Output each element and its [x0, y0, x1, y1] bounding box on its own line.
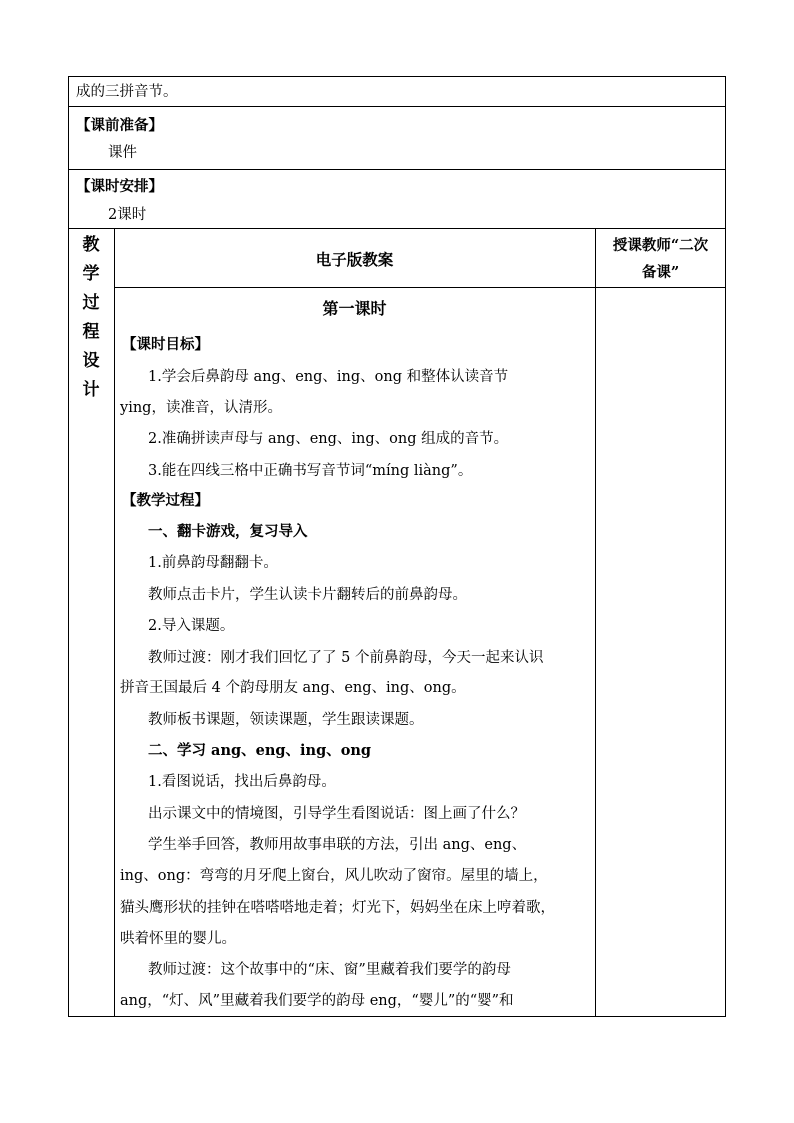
row-divider: [68, 169, 726, 170]
side-label-char: 计: [82, 380, 100, 400]
section-2-text-3-line1: 教师过渡：这个故事中的“床、窗”里藏着我们要学的韵母: [148, 962, 511, 978]
section-2-text-2-line2: ing、ong：弯弯的月牙爬上窗台，风儿吹动了窗帘。屋里的墙上，: [120, 868, 548, 884]
column-divider: [595, 228, 596, 1017]
row-divider: [68, 106, 726, 107]
section-2-text-3-line2: ang，“灯、风”里藏着我们要学的韵母 eng，“婴儿”的“婴”和: [120, 993, 514, 1009]
goal-1-line2: ying，读准音，认清形。: [120, 400, 282, 416]
goal-2: 2.准确拼读声母与 ang、eng、ing、ong 组成的音节。: [148, 431, 509, 447]
section-1-text-2-line1: 教师过渡：刚才我们回忆了了 5 个前鼻韵母，今天一起来认识: [148, 650, 544, 666]
side-label-char: 学: [82, 264, 100, 284]
section-1-heading: 一、翻卡游戏，复习导入: [148, 523, 308, 540]
center-column-title: 电子版教案: [315, 250, 394, 269]
row-divider: [114, 287, 726, 288]
schedule-value: 2课时: [108, 207, 147, 223]
section-2-text-2-line4: 哄着怀里的婴儿。: [120, 931, 236, 947]
section-1-item-2: 2.导入课题。: [148, 618, 235, 634]
section-2-item-1: 1.看图说话，找出后鼻韵母。: [148, 774, 336, 790]
section-2-text-2-line3: 猫头鹰形状的挂钟在嗒嗒嗒地走着；灯光下，妈妈坐在床上哼着歌，: [120, 900, 555, 916]
side-label-char: 程: [82, 322, 100, 342]
lesson-title: 第一课时: [322, 299, 387, 318]
column-divider: [114, 228, 115, 1017]
process-header: 【教学过程】: [122, 492, 209, 509]
schedule-header: 【课时安排】: [76, 178, 163, 195]
side-label-char: 教: [82, 235, 100, 255]
goals-header: 【课时目标】: [122, 336, 209, 353]
lesson-plan-table: [68, 76, 726, 1017]
section-2-text-1: 出示课文中的情境图，引导学生看图说话：图上画了什么？: [148, 806, 525, 822]
section-1-text-2-line2: 拼音王国最后 4 个韵母朋友 ang、eng、ing、ong。: [120, 680, 466, 696]
section-1-item-1: 1.前鼻韵母翻翻卡。: [148, 555, 278, 571]
right-column-title-line1: 授课教师“二次: [612, 237, 709, 254]
section-2-text-2-line1: 学生举手回答，教师用故事串联的方法，引出 ang、eng、: [148, 837, 527, 853]
right-column-title-line2: 备课”: [641, 264, 680, 281]
row1-text: 成的三拼音节。: [76, 84, 178, 100]
row-divider: [68, 228, 726, 229]
section-1-text-1: 教师点击卡片，学生认读卡片翻转后的前鼻韵母。: [148, 587, 467, 603]
goal-3: 3.能在四线三格中正确书写音节词“míng liàng”。: [148, 463, 473, 479]
prep-value: 课件: [108, 145, 137, 161]
side-label-char: 设: [82, 351, 100, 371]
section-1-text-3: 教师板书课题，领读课题，学生跟读课题。: [148, 712, 424, 728]
section-2-heading: 二、学习 ang、eng、ing、ong: [148, 742, 372, 759]
goal-1-line1: 1.学会后鼻韵母 ang、eng、ing、ong 和整体认读音节: [148, 369, 509, 385]
prep-header: 【课前准备】: [76, 117, 163, 134]
side-label-char: 过: [82, 293, 100, 313]
